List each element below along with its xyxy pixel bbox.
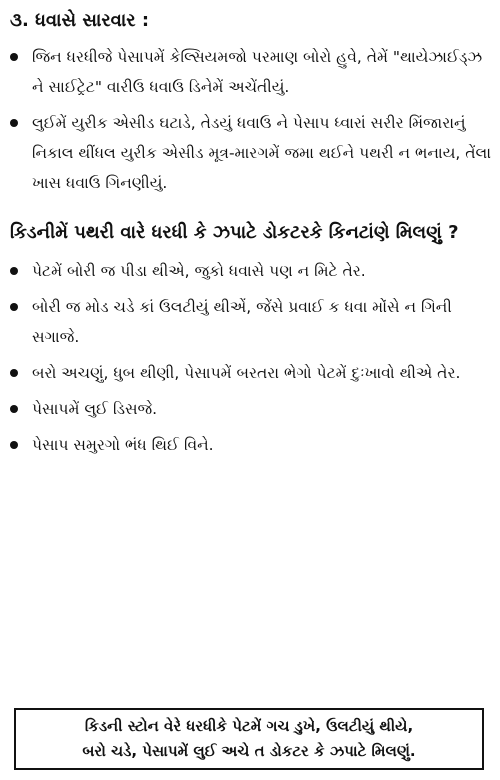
list-item bbox=[10, 358, 492, 388]
list-item-text: પેટમેં બોરી જ પીડા થીએ, જુકો ધવાસે પણ ન મિટે તેર. bbox=[32, 262, 366, 280]
list-item bbox=[10, 292, 492, 352]
bullet-icon bbox=[10, 405, 18, 413]
list-item-text: પેસાપમેં લુઈ ડિસજે. bbox=[32, 400, 158, 418]
doctor-list bbox=[10, 256, 492, 466]
list-item-text: જિન ધરધીજે પેસાપમેં કેલ્સિયમજો પરમાણ બોરો હુવે, તેમેં "થાયેઝાઈડ્ઝ ને સાઈટ્રેટ" વારીઉ ધવાઉ ડિનેમેં અચેંતીયું. bbox=[32, 48, 483, 96]
bullet-icon bbox=[10, 53, 18, 61]
treatment-list bbox=[10, 42, 492, 204]
list-item bbox=[10, 108, 492, 198]
bullet-icon bbox=[10, 267, 18, 275]
list-item bbox=[10, 394, 492, 424]
bullet-icon bbox=[10, 441, 18, 449]
list-item bbox=[10, 430, 492, 460]
summary-line-1: કિડની સ્ટોન વેરે ધરધીકે પેટમેં ગચ ડુખે, ઉલટીયું થીયે, bbox=[84, 717, 414, 735]
list-item-text: બરો અચણું, ધુબ થીણી, પેસાપમેં બરતરા ભેગો પેટમેં દુઃખાવો થીએ તેર. bbox=[32, 364, 461, 382]
bullet-icon bbox=[10, 119, 18, 127]
list-item bbox=[10, 42, 492, 102]
section-heading-when-to-see-doctor: કિડનીમેં પથરી વારે ધરધી કે ઝપાટે ડોકટરકે કિનટાંણે મિલણું ? bbox=[10, 222, 459, 243]
list-item-text: પેસાપ સમુરગો ભંધ થિઈ વિને. bbox=[32, 436, 214, 454]
bullet-icon bbox=[10, 369, 18, 377]
summary-line-2: બરો ચડે, પેસાપમેં લુઈ અચે ત ડોકટર કે ઝપાટે મિલણું. bbox=[82, 742, 416, 760]
list-item-text: બોરી જ મોડ ચડે કાં ઉલટીયું થીએં, જેંસે પ્રવાઈ ક ધવા મોંસે ન ગિની સગાજે. bbox=[32, 298, 452, 346]
section-heading-treatment: ૩. ધવાસે સારવાર : bbox=[10, 10, 150, 31]
summary-box bbox=[14, 708, 484, 770]
list-item bbox=[10, 256, 492, 286]
bullet-icon bbox=[10, 303, 18, 311]
list-item-text: લુઈમેં યુરીક એસીડ ઘટાડે, તેડયું ધવાઉ ને પેસાપ ધ્વારાં સરીર મિંજારાનું નિકાલ થીંધલ યુરીક એસીડ મૂત્ર-મારગમેં જમા થઈને પથરી ન ભનાય, તેંલા ખાસ ધવાઉ ગિનણીયું. bbox=[32, 114, 492, 192]
